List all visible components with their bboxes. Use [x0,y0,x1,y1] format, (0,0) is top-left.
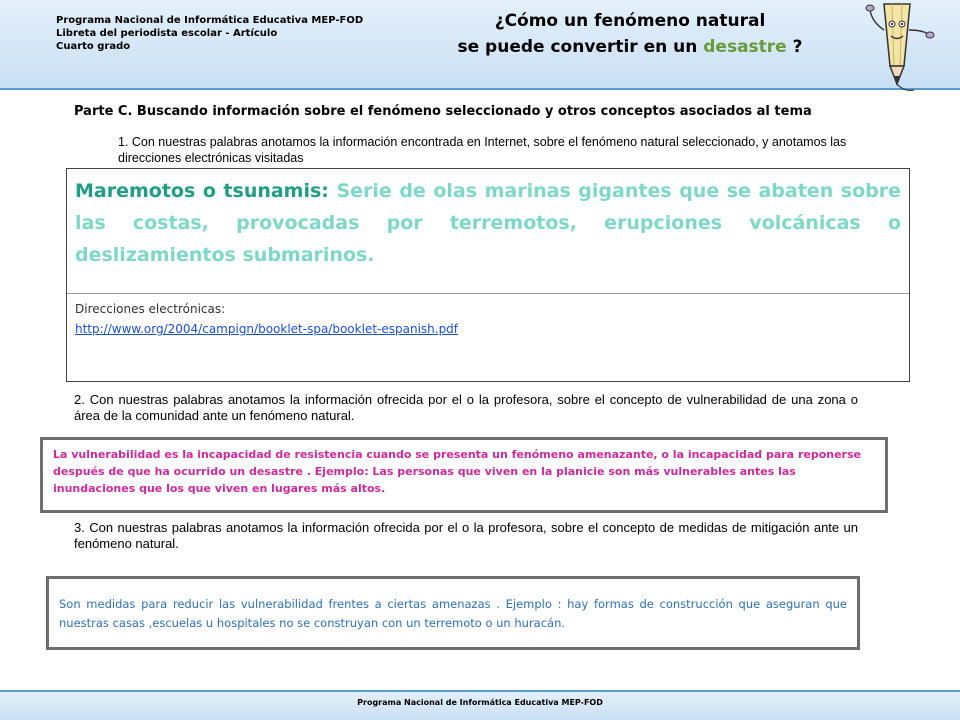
definition-term: Maremotos o tsunamis: [75,180,329,202]
vulnerability-answer-text: La vulnerabilidad es la incapacidad de resistencia cuando se presenta un fenómeno amenazante, o la incapacidad para reponerse después de que ha ocurrido un desastre . Ejemplo: Las personas que viven en la planicie son más vulnerables antes las inundaciones que los que viven en lugares más altos. [53,448,861,495]
links-cell [67,294,909,344]
program-name: Programa Nacional de Informática Educativa MEP-FOD [56,15,364,26]
page-footer [0,690,960,720]
mitigation-answer-text: Son medidas para reducir las vulnerabilidad frentes a ciertas amenazas . Ejemplo : hay formas de construcción que aseguran que nuestras casas ,escuelas u hospitales no se construyan con un terremoto o un huracán. [59,597,847,630]
instruction-1: 1. Con nuestras palabras anotamos la información encontrada en Internet, sobre el fenómeno natural seleccionado, y anotamos las direcciones electrónicas visitadas [118,135,847,165]
title-line-2-end: ? [786,37,803,57]
title-line-2 [400,34,860,60]
page-header [0,0,960,90]
instruction-2: 2. Con nuestras palabras anotamos la información ofrecida por el o la profesora, sobre el concepto de vulnerabilidad de una zona o área de la comunidad ante un fenómeno natural. [74,392,858,423]
definition-text: Serie de olas marinas gigantes que se abaten sobre las costas, provocadas por terremotos, erupciones volcánicas o deslizamientos submarinos. [75,180,901,266]
title-line-2-start: se puede convertir en un [457,37,704,57]
pencil-character-icon [864,0,940,96]
mitigation-answer-box [46,576,860,650]
grade-label: Cuarto grado [56,41,131,52]
notebook-name: Libreta del periodista escolar - Artículo [56,28,278,39]
section-heading: Parte C. Buscando información sobre el fenómeno seleccionado y otros conceptos asociados al tema [74,104,812,119]
footer-text: Programa Nacional de Informática Educativa MEP-FOD [357,698,603,707]
program-info [56,14,363,53]
links-label: Direcciones electrónicas: [75,302,226,316]
instruction-3: 3. Con nuestras palabras anotamos la información ofrecida por el o la profesora, sobre el concepto de medidas de mitigación ante un fenómeno natural. [74,520,858,551]
vulnerability-answer-box [40,437,888,513]
reference-link[interactable]: http://www.org/2004/campign/booklet-spa/booklet-espanish.pdf [75,322,459,336]
definition-cell [67,169,909,294]
page-title [400,8,860,60]
info-table [66,168,910,382]
title-line-1: ¿Cómo un fenómeno natural [494,11,766,31]
title-accent-word: desastre [703,37,787,57]
